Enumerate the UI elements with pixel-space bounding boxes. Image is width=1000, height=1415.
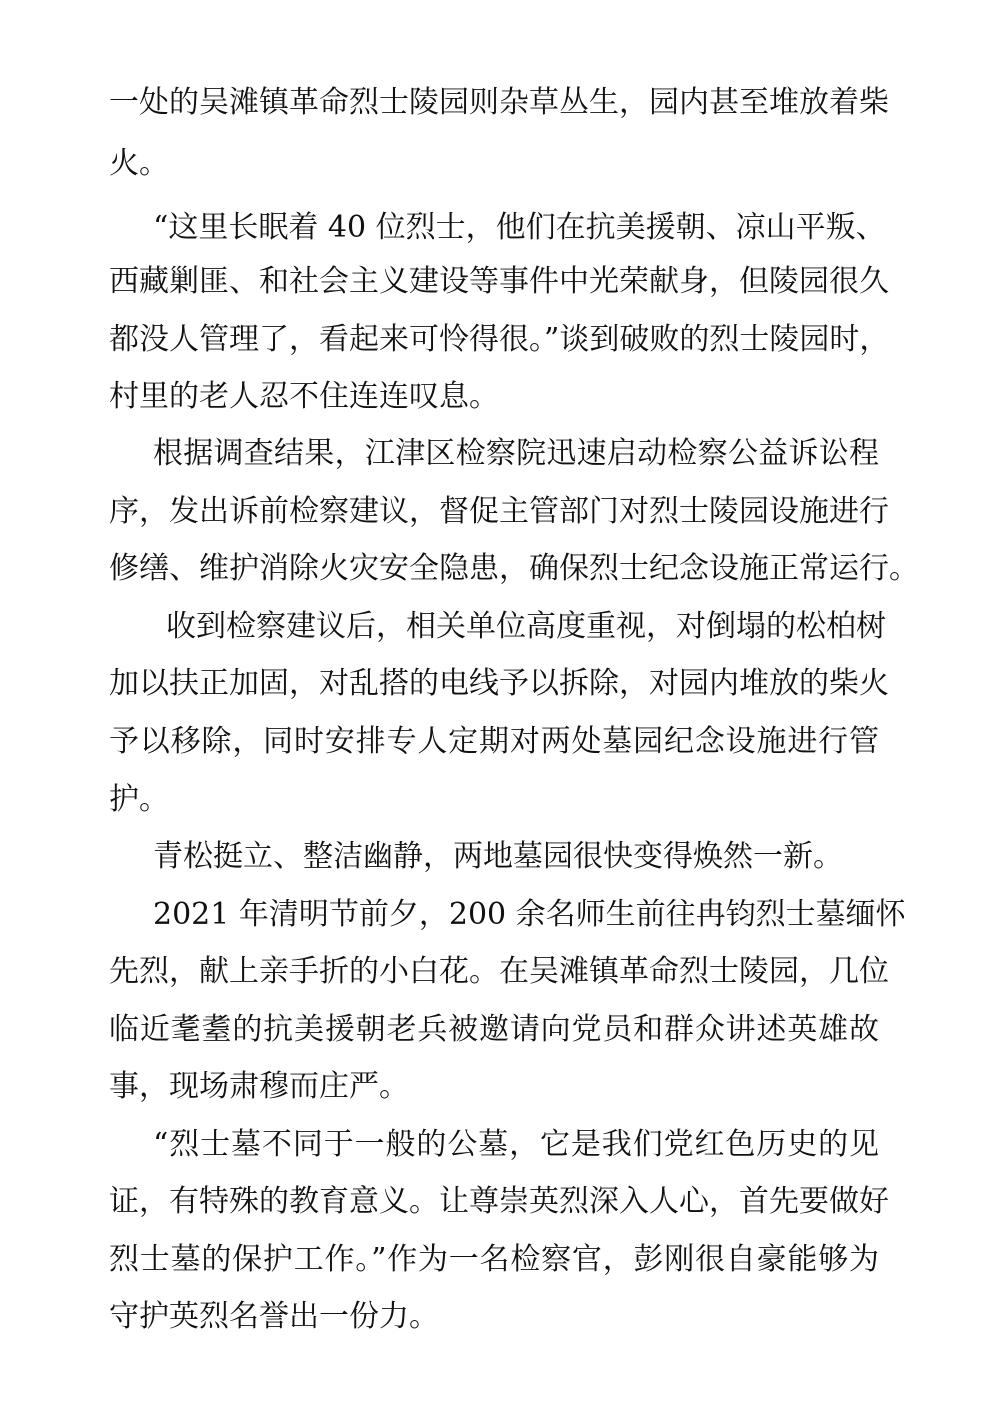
text-line: 收到检察建议后，相关单位高度重视，对倒塌的松柏树 <box>166 609 886 644</box>
text-line: 予以移除，同时安排专人定期对两处墓园纪念设施进行管 <box>109 724 879 759</box>
text-line: 证，有特殊的教育意义。让尊崇英烈深入人心，首先要做好 <box>109 1184 889 1219</box>
text-line: 加以扶正加固，对乱搭的电线予以拆除，对园内堆放的柴火 <box>109 666 889 701</box>
text-line: 烈士墓的保护工作。”作为一名检察官，彭刚很自豪能够为 <box>109 1242 879 1277</box>
text-line: 都没人管理了，看起来可怜得很。”谈到破败的烈士陵园时， <box>109 322 890 357</box>
text-line: 一处的吴滩镇革命烈士陵园则杂草丛生，园内甚至堆放着柴 <box>109 85 889 120</box>
text-line: 西藏剿匪、和社会主义建设等事件中光荣献身，但陵园很久 <box>109 264 889 299</box>
text-line: 根据调查结果，江津区检察院迅速启动检察公益诉讼程 <box>153 436 879 471</box>
text-line: 护。 <box>109 782 169 817</box>
text-line: 2021 年清明节前夕，200 余名师生前往冉钧烈士墓缅怀 <box>153 897 906 932</box>
text-line: 青松挺立、整洁幽静，两地墓园很快变得焕然一新。 <box>153 839 843 874</box>
text-line: 序，发出诉前检察建议，督促主管部门对烈士陵园设施进行 <box>109 494 889 529</box>
text-line: 事，现场肃穆而庄严。 <box>109 1069 409 1104</box>
text-line: 临近耄耋的抗美援朝老兵被邀请向党员和群众讲述英雄故 <box>109 1012 879 1047</box>
text-line: “这里长眠着 40 位烈士，他们在抗美援朝、凉山平叛、 <box>153 210 886 245</box>
text-line: 先烈，献上亲手折的小白花。在吴滩镇革命烈士陵园，几位 <box>109 954 889 989</box>
text-line: 火。 <box>109 146 169 181</box>
text-line: 修缮、维护消除火灾安全隐患，确保烈士纪念设施正常运行。 <box>109 551 919 586</box>
text-line: 村里的老人忍不住连连叹息。 <box>109 379 499 414</box>
text-line: “烈士墓不同于一般的公墓，它是我们党红色历史的见 <box>153 1127 879 1162</box>
text-line: 守护英烈名誉出一份力。 <box>109 1299 439 1334</box>
